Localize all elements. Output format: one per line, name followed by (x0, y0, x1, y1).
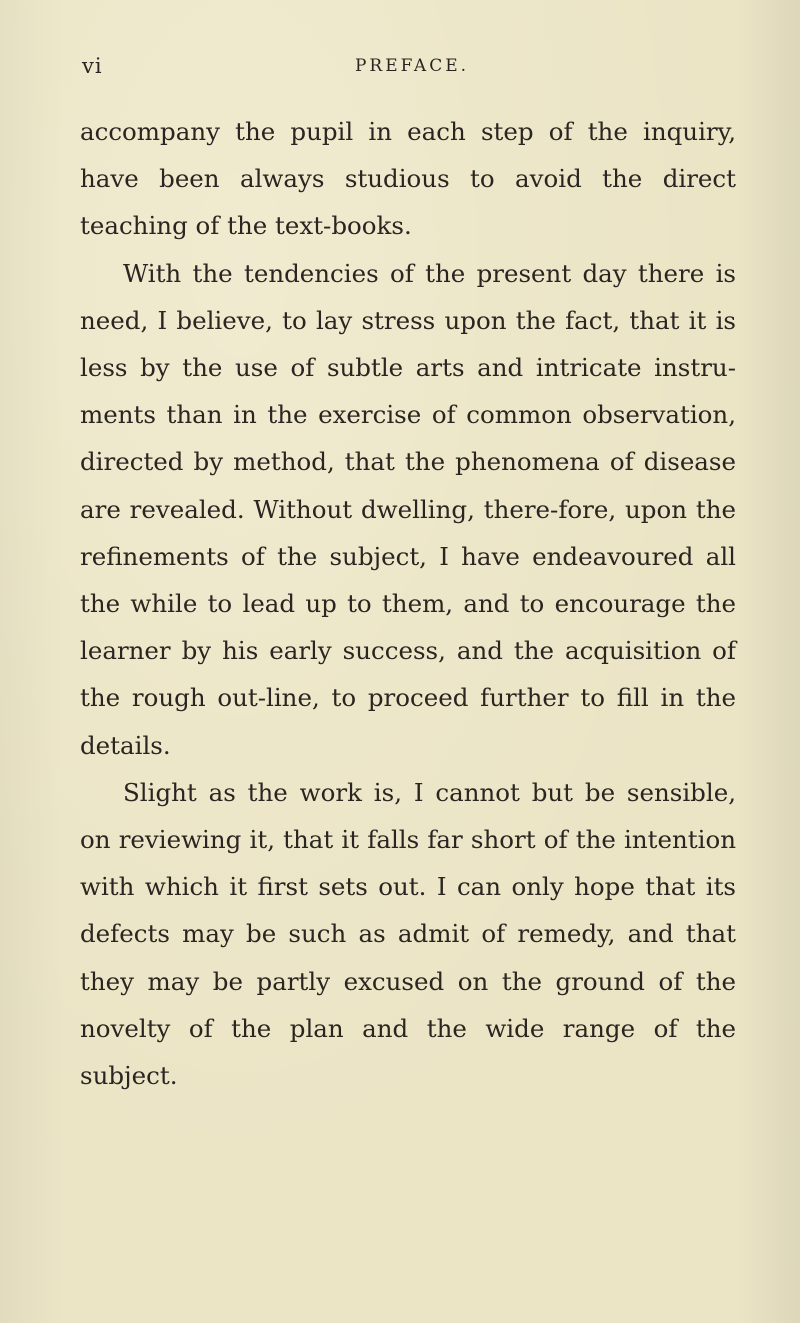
paragraph: Slight as the work is, I cannot but be sensible, on reviewing it, that it falls far short of the intention with which it first sets out. I can only hope that its defects may be such as admit of remedy, and that they may be partly excused on the ground of the novelty of the plan and the wide range of the subject. (80, 777, 736, 1091)
page-number: vi (82, 54, 103, 78)
paragraph: With the tendencies of the present day there is need, I believe, to lay stress upon the fact, that it is less by the use of subtle arts and intricate instru-ments than in the exercise of common observation, directed by method, that the phenomena of disease are revealed. Without dwelling, there-fore, upon the refinements of the subject, I have endeavoured all the while to lead up to them, and to encourage the learner by his early success, and the acquisition of the rough out-line, to proceed further to fill in the details. (80, 258, 736, 760)
page-header (78, 54, 738, 84)
paragraph-continued: accompany the pupil in each step of the inquiry, have been always studious to avoid the direct teaching of the text-books. (80, 117, 736, 241)
body-text (80, 108, 736, 1099)
running-head: PREFACE. (354, 56, 470, 76)
